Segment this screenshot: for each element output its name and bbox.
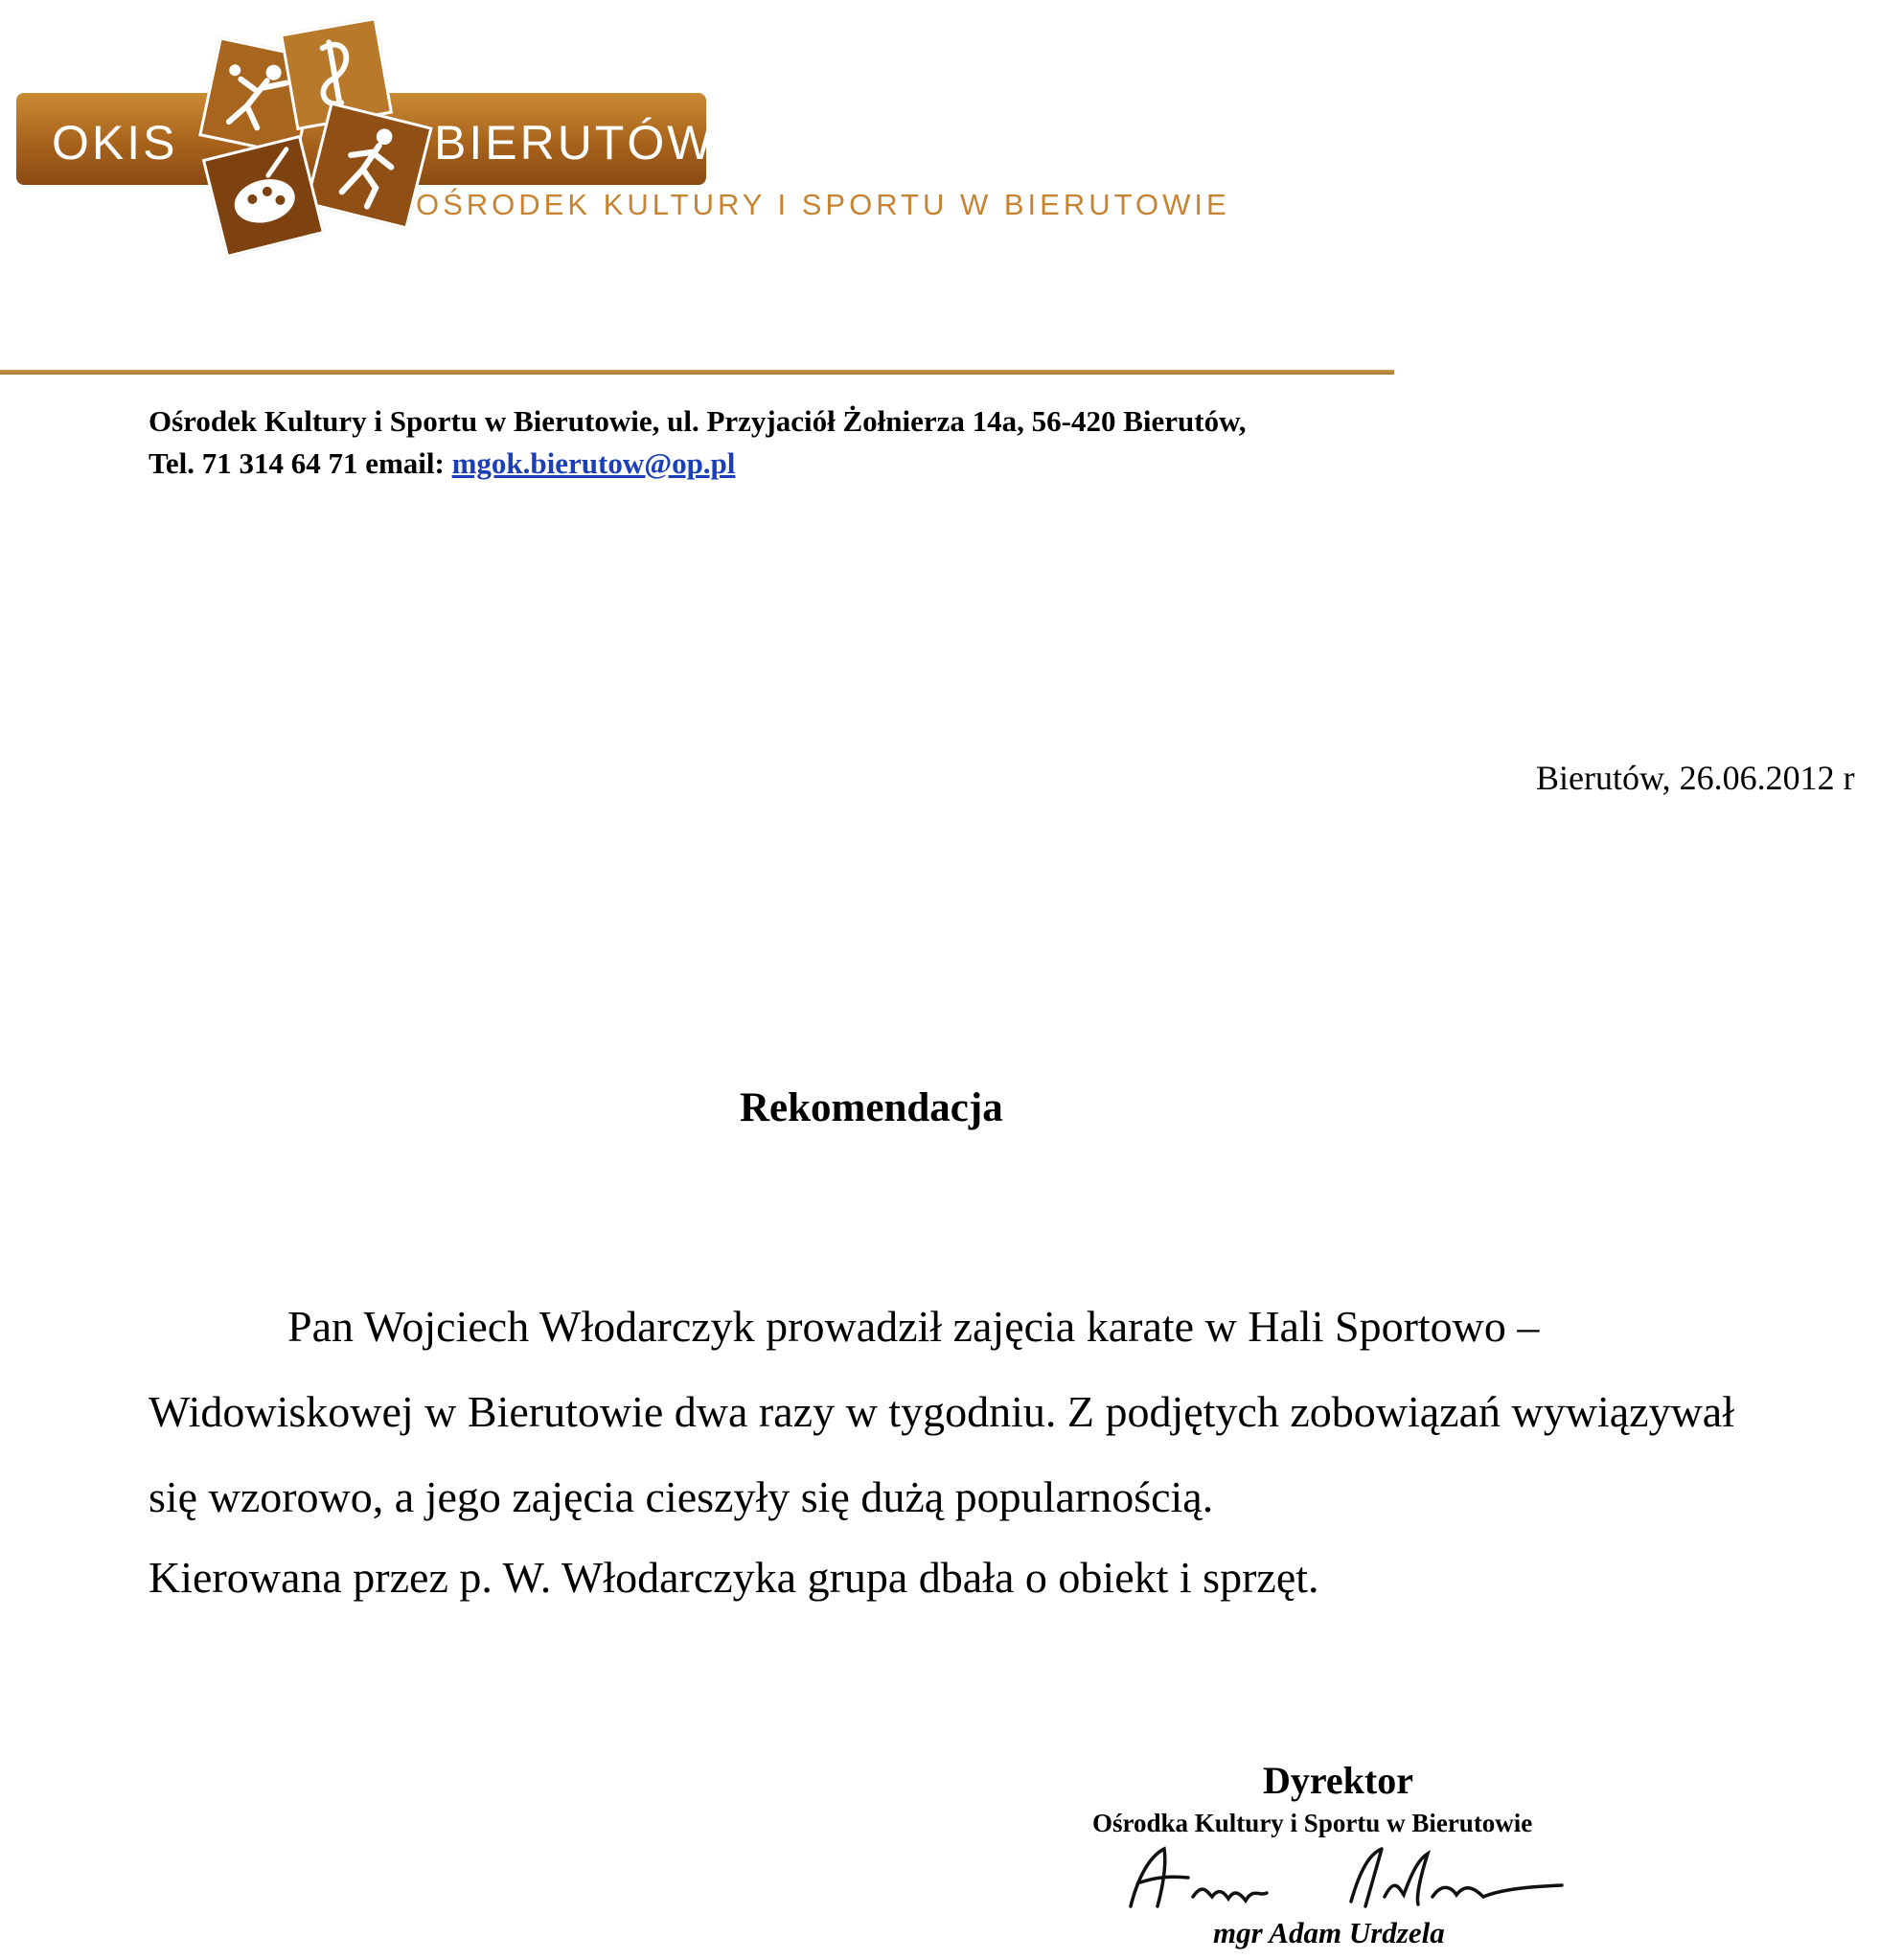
body-line-2: Widowiskowej w Bierutowie dwa razy w tygodniu. Z podjętych zobowiązań wywiązywał <box>149 1387 1734 1436</box>
okis-logo <box>0 0 1246 287</box>
body-line-4: Kierowana przez p. W. Włodarczyka grupa dbała o obiekt i sprzęt. <box>149 1553 1319 1602</box>
signature-institution: Ośrodka Kultury i Sportu w Bierutowie <box>1092 1809 1533 1837</box>
logo-word-bierutow: BIERUTÓW <box>434 116 716 170</box>
contact-prefix: Tel. 71 314 64 71 email: <box>149 446 452 480</box>
signature-name: mgr Adam Urdzela <box>1213 1916 1445 1949</box>
logo-tagline: OŚRODEK KULTURY I SPORTU W BIERUTOWIE <box>416 188 1230 221</box>
signature-role: Dyrektor <box>1263 1759 1413 1802</box>
email-link[interactable]: mgok.bierutow@op.pl <box>451 446 736 480</box>
body-line-3: się wzorowo, a jego zajęcia cieszyły się dużą popularnością. <box>149 1472 1214 1521</box>
logo-word-okis: OKIS <box>52 116 178 170</box>
header-divider <box>0 370 1394 375</box>
letter-date: Bierutów, 26.06.2012 r <box>1536 759 1855 797</box>
contact-line <box>149 446 735 481</box>
letter-title: Rekomendacja <box>740 1085 1003 1130</box>
address-line: Ośrodek Kultury i Sportu w Bierutowie, ul. Przyjaciół Żołnierza 14a, 56-420 Bierutów, <box>149 404 1247 438</box>
handwritten-signature <box>1111 1830 1591 1926</box>
body-line-1: Pan Wojciech Włodarczyk prowadził zajęcia karate w Hali Sportowo – <box>287 1302 1540 1351</box>
